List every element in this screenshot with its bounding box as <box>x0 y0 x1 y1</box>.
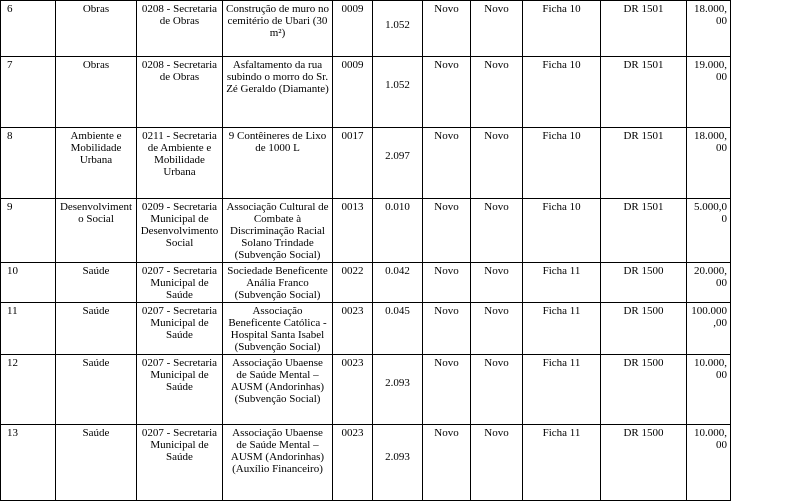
description-cell: Sociedade Beneficente Anália Franco (Subvenção Social) <box>223 263 333 303</box>
table-row <box>1 303 799 355</box>
area-cell: Desenvolvimento Social <box>56 199 137 263</box>
status1-cell: Novo <box>423 425 471 501</box>
row-number: 12 <box>1 355 56 425</box>
status1-cell: Novo <box>423 199 471 263</box>
ficha-cell: Ficha 11 <box>523 303 601 355</box>
amount-cell: 18.000,00 <box>687 128 731 199</box>
table-row <box>1 57 799 128</box>
status2-cell: Novo <box>471 199 523 263</box>
area-cell: Saúde <box>56 355 137 425</box>
table-row <box>1 355 799 425</box>
status1-cell: Novo <box>423 1 471 57</box>
ficha-cell: Ficha 10 <box>523 199 601 263</box>
description-cell: Associação Cultural de Combate à Discriminação Racial Solano Trindade (Subvenção Social) <box>223 199 333 263</box>
row-number: 6 <box>1 1 56 57</box>
table-row <box>1 199 799 263</box>
ficha-cell: Ficha 10 <box>523 1 601 57</box>
dr-cell: DR 1501 <box>601 57 687 128</box>
code-cell: 0013 <box>333 199 373 263</box>
value-code-cell: 0.045 <box>373 303 423 355</box>
dr-cell: DR 1500 <box>601 303 687 355</box>
description-cell: 9 Contêineres de Lixo de 1000 L <box>223 128 333 199</box>
amount-cell: 18.000,00 <box>687 1 731 57</box>
code-cell: 0009 <box>333 57 373 128</box>
status1-cell: Novo <box>423 128 471 199</box>
area-cell: Obras <box>56 1 137 57</box>
status1-cell: Novo <box>423 57 471 128</box>
unit-cell: 0207 - Secretaria Municipal de Saúde <box>137 425 223 501</box>
value-code-cell: 1.052 <box>373 1 423 57</box>
amount-cell: 100.000,00 <box>687 303 731 355</box>
value-code-cell: 0.010 <box>373 199 423 263</box>
value-code-cell: 1.052 <box>373 57 423 128</box>
amount-cell: 19.000,00 <box>687 57 731 128</box>
description-cell: Associação Beneficente Católica - Hospital Santa Isabel (Subvenção Social) <box>223 303 333 355</box>
area-cell: Saúde <box>56 303 137 355</box>
status1-cell: Novo <box>423 303 471 355</box>
unit-cell: 0208 - Secretaria de Obras <box>137 1 223 57</box>
ficha-cell: Ficha 10 <box>523 57 601 128</box>
row-number: 10 <box>1 263 56 303</box>
row-number: 13 <box>1 425 56 501</box>
ficha-cell: Ficha 11 <box>523 355 601 425</box>
value-code-cell: 2.093 <box>373 425 423 501</box>
ficha-cell: Ficha 11 <box>523 425 601 501</box>
status2-cell: Novo <box>471 1 523 57</box>
ficha-cell: Ficha 11 <box>523 263 601 303</box>
dr-cell: DR 1501 <box>601 1 687 57</box>
unit-cell: 0207 - Secretaria Municipal de Saúde <box>137 303 223 355</box>
code-cell: 0022 <box>333 263 373 303</box>
row-number: 8 <box>1 128 56 199</box>
dr-cell: DR 1500 <box>601 425 687 501</box>
unit-cell: 0209 - Secretaria Municipal de Desenvolvimento Social <box>137 199 223 263</box>
status2-cell: Novo <box>471 425 523 501</box>
table-row <box>1 263 799 303</box>
value-code-cell: 0.042 <box>373 263 423 303</box>
status2-cell: Novo <box>471 57 523 128</box>
code-cell: 0023 <box>333 355 373 425</box>
description-cell: Asfaltamento da rua subindo o morro do Sr. Zé Geraldo (Diamante) <box>223 57 333 128</box>
status1-cell: Novo <box>423 355 471 425</box>
code-cell: 0023 <box>333 425 373 501</box>
area-cell: Saúde <box>56 263 137 303</box>
status1-cell: Novo <box>423 263 471 303</box>
amount-cell: 5.000,00 <box>687 199 731 263</box>
dr-cell: DR 1500 <box>601 355 687 425</box>
unit-cell: 0208 - Secretaria de Obras <box>137 57 223 128</box>
value-code-cell: 2.093 <box>373 355 423 425</box>
status2-cell: Novo <box>471 128 523 199</box>
table-row <box>1 128 799 199</box>
description-cell: Associação Ubaense de Saúde Mental – AUSM (Andorinhas) (Subvenção Social) <box>223 355 333 425</box>
row-number: 11 <box>1 303 56 355</box>
code-cell: 0017 <box>333 128 373 199</box>
value-code-cell: 2.097 <box>373 128 423 199</box>
unit-cell: 0211 - Secretaria de Ambiente e Mobilidade Urbana <box>137 128 223 199</box>
unit-cell: 0207 - Secretaria Municipal de Saúde <box>137 355 223 425</box>
ficha-cell: Ficha 10 <box>523 128 601 199</box>
amount-cell: 10.000,00 <box>687 355 731 425</box>
area-cell: Obras <box>56 57 137 128</box>
area-cell: Saúde <box>56 425 137 501</box>
description-cell: Associação Ubaense de Saúde Mental – AUSM (Andorinhas) (Auxílio Financeiro) <box>223 425 333 501</box>
code-cell: 0009 <box>333 1 373 57</box>
row-number: 9 <box>1 199 56 263</box>
table-row <box>1 425 799 501</box>
status2-cell: Novo <box>471 263 523 303</box>
status2-cell: Novo <box>471 355 523 425</box>
status2-cell: Novo <box>471 303 523 355</box>
dr-cell: DR 1501 <box>601 128 687 199</box>
dr-cell: DR 1501 <box>601 199 687 263</box>
amount-cell: 10.000,00 <box>687 425 731 501</box>
description-cell: Construção de muro no cemitério de Ubari (30 m²) <box>223 1 333 57</box>
area-cell: Ambiente e Mobilidade Urbana <box>56 128 137 199</box>
table-row <box>1 1 799 57</box>
amount-cell: 20.000,00 <box>687 263 731 303</box>
code-cell: 0023 <box>333 303 373 355</box>
dr-cell: DR 1500 <box>601 263 687 303</box>
unit-cell: 0207 - Secretaria Municipal de Saúde <box>137 263 223 303</box>
row-number: 7 <box>1 57 56 128</box>
